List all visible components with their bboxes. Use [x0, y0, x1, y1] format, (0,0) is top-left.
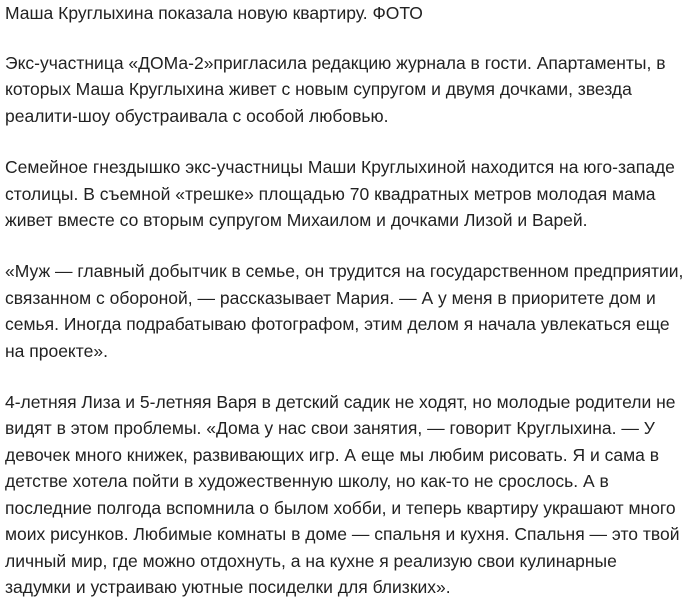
article-paragraph-2: Семейное гнездышко экс-участницы Маши Круглыхиной находится на юго-западе столицы. В съемной «трешке» площадью 70 квадратных метров молодая мама живет вместе со вторым супругом Михаилом и дочками Лизой и Варей.: [5, 157, 675, 231]
article-paragraph-4: 4-летняя Лиза и 5-летняя Варя в детский садик не ходят, но молодые родители не видят в этом проблемы. «Дома у нас свои занятия, — говорит Круглыхина. — У девочек много книжек, развивающих игр. А еще мы любим рисовать. Я и сама в детстве хотела пойти в художественную школу, но как-то не срослось. А в последние полгода вспомнила о былом хобби, и теперь квартиру украшают много моих рисунков. Любимые комнаты в доме — спальня и кухня. Спальня — это твой личный мир, где можно отдохнуть, а на кухне я реализую свои кулинарные задумки и устраиваю уютные посиделки для близких».: [5, 392, 680, 597]
article-paragraph-3: «Муж — главный добытчик в семье, он трудится на государственном предприятии, связанном с обороной, — рассказывает Мария. — А у меня в приоритете дом и семья. Иногда подрабатываю фотографом, этим делом я начала увлекаться еще на проекте».: [5, 261, 684, 361]
article-title: Маша Круглыхина показала новую квартиру. ФОТО: [5, 3, 423, 23]
article-paragraph-1: Экс-участница «ДОМа-2»пригласила редакцию журнала в гости. Апартаменты, в которых Маша Круглыхина живет с новым супругом и двумя дочками, звезда реалити-шоу обустраивала с особой любовью.: [5, 53, 666, 126]
